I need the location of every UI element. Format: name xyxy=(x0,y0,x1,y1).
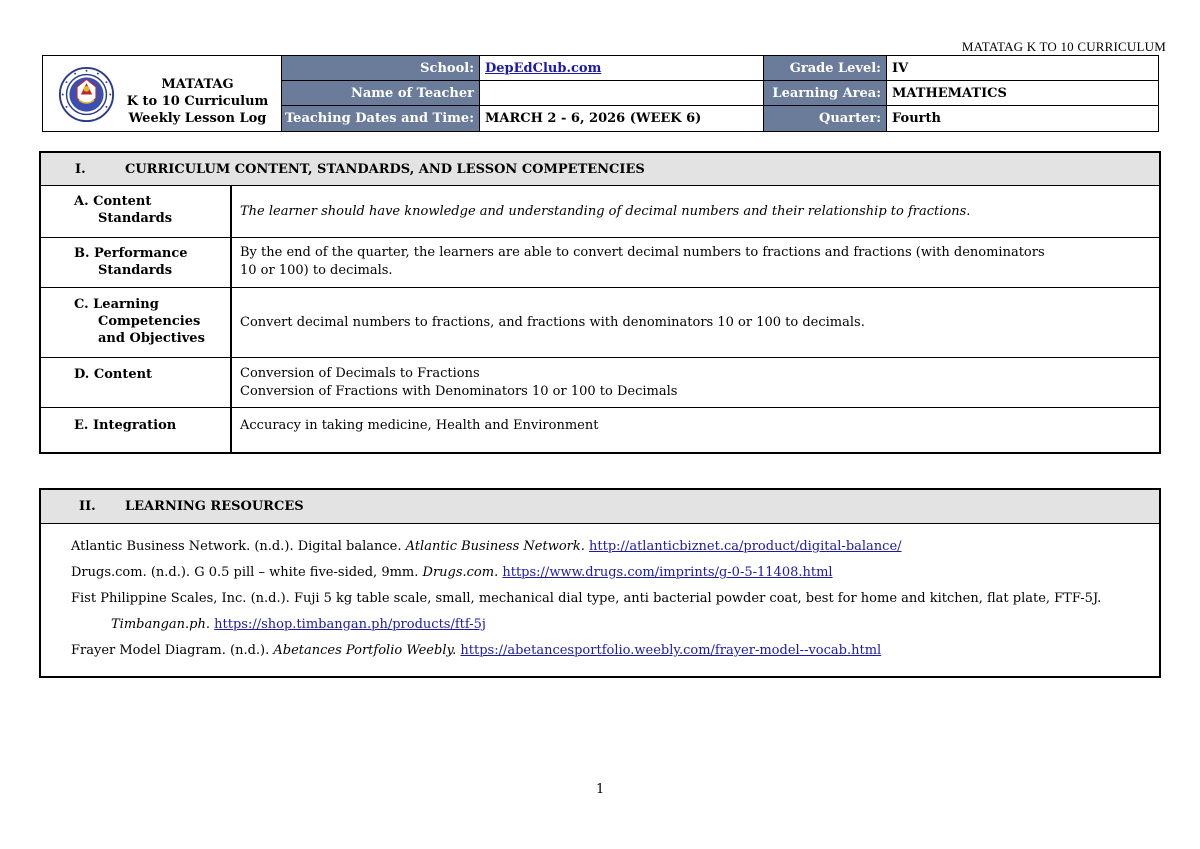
reference-link[interactable]: https://www.drugs.com/imprints/g-0-5-11408.html xyxy=(502,565,833,580)
row-label: B. Performance Standards xyxy=(41,238,232,287)
section-heading xyxy=(41,490,1159,524)
header-title: MATATAG K to 10 Curriculum Weekly Lesson Log xyxy=(126,77,269,126)
section-number: II. xyxy=(79,499,96,514)
section-number: I. xyxy=(75,161,86,177)
header-info-grid xyxy=(282,56,1158,131)
school-link[interactable]: DepEdClub.com xyxy=(485,60,602,76)
row-label: E. Integration xyxy=(41,408,232,454)
learning-competencies-row xyxy=(41,288,1159,358)
row-value: Conversion of Decimals to Fractions Conversion of Fractions with Denominators 10 or 100 to Decimals xyxy=(240,366,678,399)
teaching-dates-label: Teaching Dates and Time: xyxy=(282,106,480,131)
reference-link[interactable]: http://atlanticbiznet.ca/product/digital-balance/ xyxy=(589,539,902,554)
row-label: C. Learning Competencies and Objectives xyxy=(41,288,232,357)
deped-seal-icon xyxy=(58,66,115,123)
section-heading xyxy=(41,153,1159,186)
reference-list xyxy=(41,524,1159,664)
performance-standards-row xyxy=(41,238,1159,288)
quarter-value: Fourth xyxy=(892,111,941,126)
row-value: Accuracy in taking medicine, Health and Environment xyxy=(240,418,599,433)
header-title-cell xyxy=(43,56,282,131)
curriculum-section xyxy=(39,151,1161,454)
grade-level-value: IV xyxy=(892,60,909,76)
learning-area-label: Learning Area: xyxy=(764,81,887,105)
reference-item: Fist Philippine Scales, Inc. (n.d.). Fuji 5 kg table scale, small, mechanical dial type, anti bacterial powder coat, best for home and kitchen, flat plate, FTF-5J. Timbangan.ph. https://shop.timbangan.ph/products/ftf-5j xyxy=(71,591,1102,632)
learning-resources-section xyxy=(39,488,1161,678)
section-title: LEARNING RESOURCES xyxy=(125,499,304,514)
reference-item: Frayer Model Diagram. (n.d.). Abetances Portfolio Weebly. https://abetancesportfolio.weebly.com/frayer-model--vocab.html xyxy=(71,643,882,658)
header-row-teacher xyxy=(282,80,1158,105)
row-value: Convert decimal numbers to fractions, and fractions with denominators 10 or 100 to decimals. xyxy=(240,314,865,330)
content-row xyxy=(41,358,1159,408)
teacher-label: Name of Teacher xyxy=(282,81,480,105)
section-title: CURRICULUM CONTENT, STANDARDS, AND LESSON COMPETENCIES xyxy=(125,161,645,177)
row-value: The learner should have knowledge and understanding of decimal numbers and their relationship to fractions. xyxy=(240,203,971,219)
row-value: By the end of the quarter, the learners are able to convert decimal numbers to fractions and fractions (with denominators 10 or 100) to decimals. xyxy=(240,245,1045,278)
content-standards-row xyxy=(41,186,1159,238)
quarter-label: Quarter: xyxy=(764,106,887,131)
header-row-school xyxy=(282,56,1158,80)
header-row-dates xyxy=(282,105,1158,131)
lesson-log-header xyxy=(42,55,1159,132)
learning-area-value: MATHEMATICS xyxy=(892,85,1007,101)
row-label: D. Content xyxy=(41,358,232,407)
reference-link[interactable]: https://shop.timbangan.ph/products/ftf-5j xyxy=(214,617,486,632)
teaching-dates-value: MARCH 2 - 6, 2026 (WEEK 6) xyxy=(480,106,764,131)
reference-item: Atlantic Business Network. (n.d.). Digital balance. Atlantic Business Network. http://atlanticbiznet.ca/product/digital-balance/ xyxy=(71,539,902,554)
grade-level-label: Grade Level: xyxy=(764,56,887,80)
reference-link[interactable]: https://abetancesportfolio.weebly.com/frayer-model--vocab.html xyxy=(460,643,882,658)
row-label: A. Content Standards xyxy=(41,186,232,237)
page-number: 1 xyxy=(596,782,605,797)
school-label: School: xyxy=(282,56,480,80)
school-value xyxy=(480,56,764,80)
integration-row xyxy=(41,408,1159,454)
curriculum-tag: MATATAG K TO 10 CURRICULUM xyxy=(961,39,1166,54)
reference-item: Drugs.com. (n.d.). G 0.5 pill – white five-sided, 9mm. Drugs.com. https://www.drugs.com/imprints/g-0-5-11408.html xyxy=(71,565,833,580)
teacher-value xyxy=(480,81,764,105)
